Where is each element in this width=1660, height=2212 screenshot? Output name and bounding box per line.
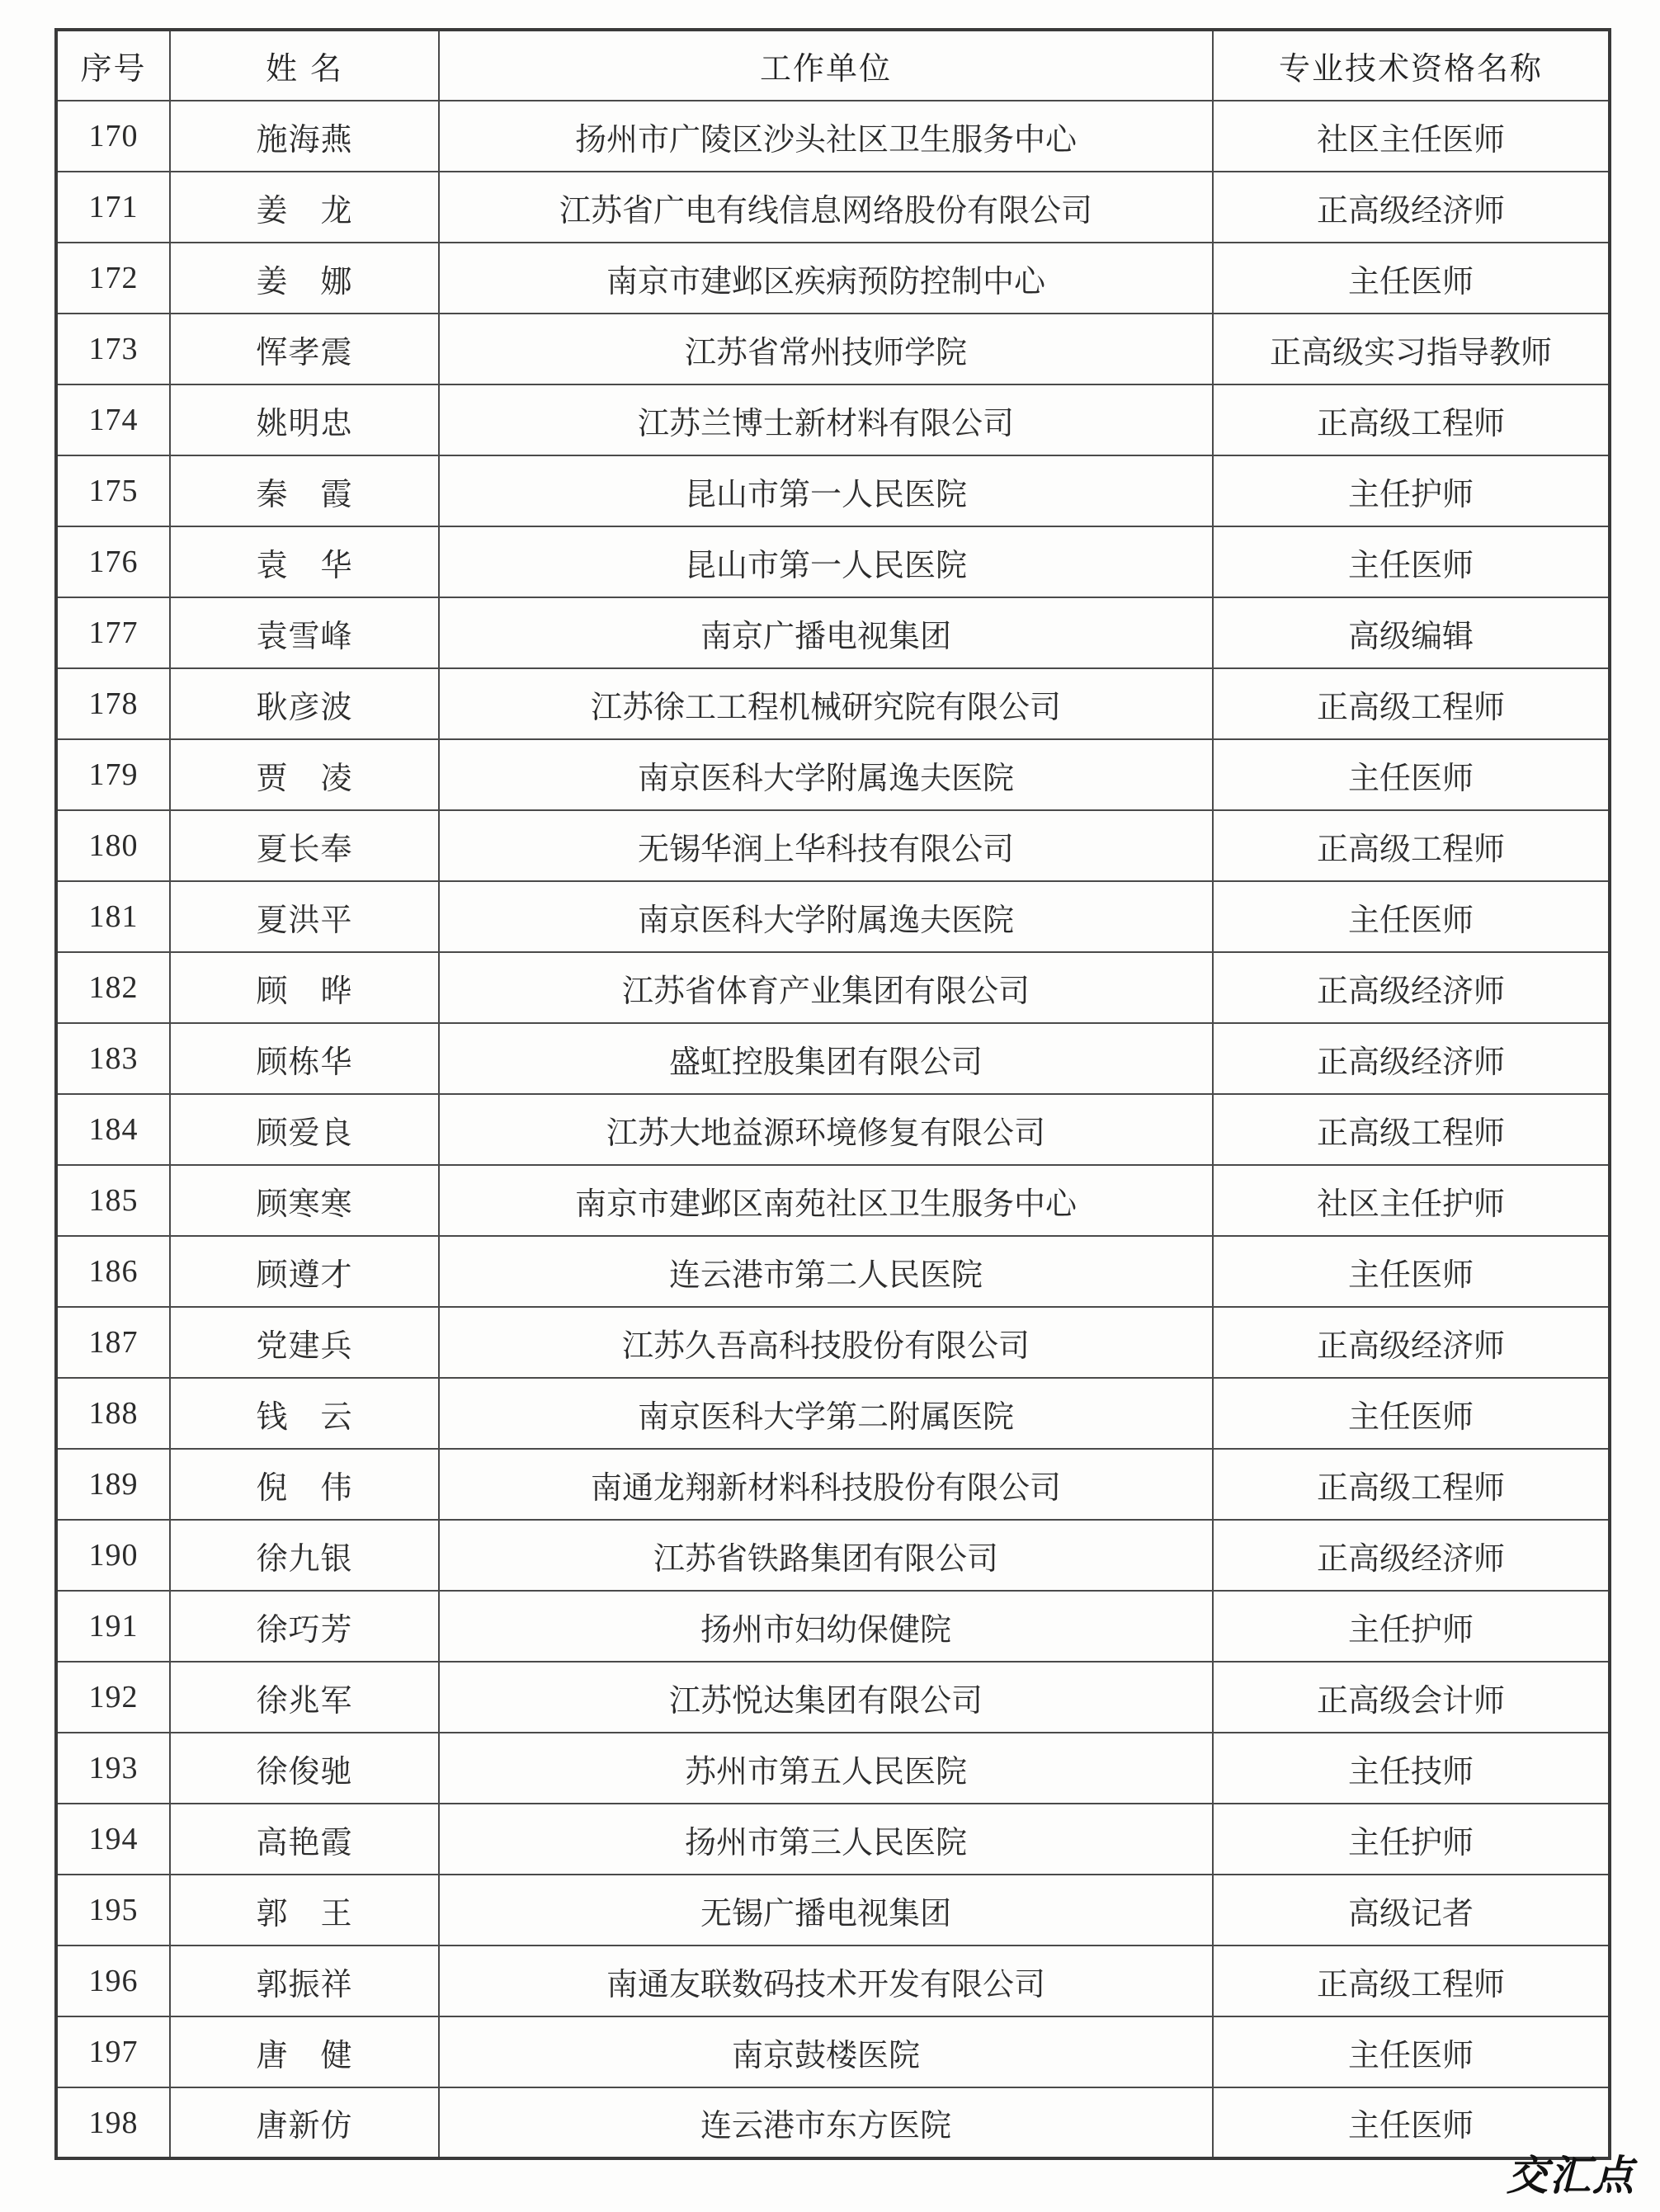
- personnel-table: [54, 28, 1611, 2160]
- table-row: [56, 1378, 1610, 1449]
- cell-name: 党建兵: [170, 1307, 439, 1378]
- cell-work-unit: 江苏省常州技师学院: [439, 314, 1213, 384]
- cell-name: 顾寒寒: [170, 1165, 439, 1236]
- table-row: [56, 739, 1610, 810]
- cell-work-unit: 江苏省体育产业集团有限公司: [439, 952, 1213, 1023]
- table-row: [56, 1236, 1610, 1307]
- cell-name: 贾 凌: [170, 739, 439, 810]
- cell-qualification: 社区主任医师: [1213, 101, 1610, 172]
- table-row: [56, 526, 1610, 597]
- cell-name: 袁 华: [170, 526, 439, 597]
- cell-work-unit: 连云港市东方医院: [439, 2087, 1213, 2158]
- table-row: [56, 101, 1610, 172]
- cell-qualification: 正高级会计师: [1213, 1662, 1610, 1733]
- cell-serial-number: 176: [56, 526, 170, 597]
- cell-name: 袁雪峰: [170, 597, 439, 668]
- cell-qualification: 正高级经济师: [1213, 1023, 1610, 1094]
- cell-serial-number: 182: [56, 952, 170, 1023]
- cell-qualification: 正高级工程师: [1213, 1946, 1610, 2016]
- cell-serial-number: 178: [56, 668, 170, 739]
- table-row: [56, 952, 1610, 1023]
- cell-qualification: 社区主任护师: [1213, 1165, 1610, 1236]
- cell-name: 姚明忠: [170, 384, 439, 455]
- cell-serial-number: 197: [56, 2016, 170, 2087]
- cell-name: 夏洪平: [170, 881, 439, 952]
- table-row: [56, 881, 1610, 952]
- cell-serial-number: 192: [56, 1662, 170, 1733]
- table-row: [56, 1875, 1610, 1946]
- cell-work-unit: 扬州市广陵区沙头社区卫生服务中心: [439, 101, 1213, 172]
- cell-name: 秦 霞: [170, 455, 439, 526]
- cell-serial-number: 174: [56, 384, 170, 455]
- cell-name: 唐新仿: [170, 2087, 439, 2158]
- table-body: [56, 101, 1610, 2158]
- cell-work-unit: 无锡华润上华科技有限公司: [439, 810, 1213, 881]
- cell-qualification: 主任技师: [1213, 1733, 1610, 1804]
- table-row: [56, 384, 1610, 455]
- cell-name: 徐巧芳: [170, 1591, 439, 1662]
- cell-work-unit: 南通龙翔新材料科技股份有限公司: [439, 1449, 1213, 1520]
- cell-qualification: 正高级工程师: [1213, 1094, 1610, 1165]
- cell-serial-number: 188: [56, 1378, 170, 1449]
- cell-work-unit: 南京医科大学附属逸夫医院: [439, 881, 1213, 952]
- cell-name: 顾 晔: [170, 952, 439, 1023]
- cell-qualification: 正高级经济师: [1213, 1520, 1610, 1591]
- cell-work-unit: 南京医科大学第二附属医院: [439, 1378, 1213, 1449]
- cell-serial-number: 173: [56, 314, 170, 384]
- cell-name: 郭 王: [170, 1875, 439, 1946]
- cell-qualification: 正高级工程师: [1213, 668, 1610, 739]
- cell-serial-number: 181: [56, 881, 170, 952]
- cell-name: 高艳霞: [170, 1804, 439, 1875]
- cell-qualification: 主任医师: [1213, 881, 1610, 952]
- cell-name: 倪 伟: [170, 1449, 439, 1520]
- cell-serial-number: 183: [56, 1023, 170, 1094]
- table-row: [56, 1094, 1610, 1165]
- cell-name: 徐俊驰: [170, 1733, 439, 1804]
- header-work-unit: 工作单位: [439, 30, 1213, 101]
- cell-qualification: 主任医师: [1213, 526, 1610, 597]
- cell-work-unit: 扬州市第三人民医院: [439, 1804, 1213, 1875]
- cell-work-unit: 南通友联数码技术开发有限公司: [439, 1946, 1213, 2016]
- cell-serial-number: 191: [56, 1591, 170, 1662]
- cell-name: 姜 娜: [170, 243, 439, 314]
- table-row: [56, 668, 1610, 739]
- cell-work-unit: 昆山市第一人民医院: [439, 526, 1213, 597]
- table-row: [56, 172, 1610, 243]
- cell-serial-number: 189: [56, 1449, 170, 1520]
- cell-work-unit: 盛虹控股集团有限公司: [439, 1023, 1213, 1094]
- header-row: [56, 30, 1610, 101]
- cell-serial-number: 196: [56, 1946, 170, 2016]
- table-row: [56, 1520, 1610, 1591]
- cell-serial-number: 184: [56, 1094, 170, 1165]
- cell-work-unit: 江苏兰博士新材料有限公司: [439, 384, 1213, 455]
- header-serial-number: 序号: [56, 30, 170, 101]
- cell-qualification: 正高级实习指导教师: [1213, 314, 1610, 384]
- cell-qualification: 主任医师: [1213, 1236, 1610, 1307]
- cell-name: 顾遵才: [170, 1236, 439, 1307]
- cell-work-unit: 无锡广播电视集团: [439, 1875, 1213, 1946]
- cell-name: 徐九银: [170, 1520, 439, 1591]
- cell-work-unit: 南京广播电视集团: [439, 597, 1213, 668]
- cell-name: 耿彦波: [170, 668, 439, 739]
- cell-work-unit: 连云港市第二人民医院: [439, 1236, 1213, 1307]
- header-qualification: 专业技术资格名称: [1213, 30, 1610, 101]
- cell-work-unit: 江苏大地益源环境修复有限公司: [439, 1094, 1213, 1165]
- cell-qualification: 主任护师: [1213, 1591, 1610, 1662]
- table-row: [56, 1165, 1610, 1236]
- watermark-logo: 交汇点: [1507, 2151, 1635, 2200]
- cell-serial-number: 194: [56, 1804, 170, 1875]
- cell-name: 唐 健: [170, 2016, 439, 2087]
- cell-name: 顾爱良: [170, 1094, 439, 1165]
- cell-qualification: 正高级工程师: [1213, 384, 1610, 455]
- cell-serial-number: 186: [56, 1236, 170, 1307]
- cell-serial-number: 193: [56, 1733, 170, 1804]
- table-row: [56, 1307, 1610, 1378]
- table-row: [56, 1023, 1610, 1094]
- cell-serial-number: 170: [56, 101, 170, 172]
- cell-serial-number: 179: [56, 739, 170, 810]
- table-row: [56, 2016, 1610, 2087]
- cell-qualification: 主任医师: [1213, 739, 1610, 810]
- table-row: [56, 810, 1610, 881]
- table-row: [56, 1946, 1610, 2016]
- cell-name: 恽孝震: [170, 314, 439, 384]
- cell-name: 施海燕: [170, 101, 439, 172]
- cell-serial-number: 187: [56, 1307, 170, 1378]
- cell-work-unit: 苏州市第五人民医院: [439, 1733, 1213, 1804]
- cell-qualification: 主任护师: [1213, 1804, 1610, 1875]
- cell-work-unit: 南京市建邺区疾病预防控制中心: [439, 243, 1213, 314]
- table-header: [56, 30, 1610, 101]
- cell-qualification: 高级编辑: [1213, 597, 1610, 668]
- cell-serial-number: 175: [56, 455, 170, 526]
- cell-serial-number: 171: [56, 172, 170, 243]
- cell-serial-number: 180: [56, 810, 170, 881]
- table-row: [56, 1449, 1610, 1520]
- cell-name: 顾栋华: [170, 1023, 439, 1094]
- table-row: [56, 1662, 1610, 1733]
- cell-serial-number: 198: [56, 2087, 170, 2158]
- cell-work-unit: 江苏徐工工程机械研究院有限公司: [439, 668, 1213, 739]
- cell-work-unit: 江苏久吾高科技股份有限公司: [439, 1307, 1213, 1378]
- cell-work-unit: 江苏省铁路集团有限公司: [439, 1520, 1213, 1591]
- table-row: [56, 2087, 1610, 2158]
- cell-serial-number: 185: [56, 1165, 170, 1236]
- cell-qualification: 主任医师: [1213, 2087, 1610, 2158]
- cell-work-unit: 江苏省广电有线信息网络股份有限公司: [439, 172, 1213, 243]
- cell-work-unit: 江苏悦达集团有限公司: [439, 1662, 1213, 1733]
- cell-qualification: 正高级经济师: [1213, 952, 1610, 1023]
- table-row: [56, 243, 1610, 314]
- header-name: 姓 名: [170, 30, 439, 101]
- cell-work-unit: 南京市建邺区南苑社区卫生服务中心: [439, 1165, 1213, 1236]
- cell-name: 夏长奉: [170, 810, 439, 881]
- cell-qualification: 正高级经济师: [1213, 172, 1610, 243]
- cell-name: 徐兆军: [170, 1662, 439, 1733]
- cell-work-unit: 南京医科大学附属逸夫医院: [439, 739, 1213, 810]
- cell-work-unit: 南京鼓楼医院: [439, 2016, 1213, 2087]
- cell-name: 郭振祥: [170, 1946, 439, 2016]
- cell-name: 姜 龙: [170, 172, 439, 243]
- table-row: [56, 1733, 1610, 1804]
- cell-qualification: 主任医师: [1213, 1378, 1610, 1449]
- cell-qualification: 主任护师: [1213, 455, 1610, 526]
- cell-name: 钱 云: [170, 1378, 439, 1449]
- table-row: [56, 597, 1610, 668]
- table-row: [56, 455, 1610, 526]
- cell-qualification: 正高级经济师: [1213, 1307, 1610, 1378]
- cell-qualification: 高级记者: [1213, 1875, 1610, 1946]
- table-row: [56, 314, 1610, 384]
- cell-serial-number: 195: [56, 1875, 170, 1946]
- cell-work-unit: 扬州市妇幼保健院: [439, 1591, 1213, 1662]
- cell-work-unit: 昆山市第一人民医院: [439, 455, 1213, 526]
- cell-qualification: 正高级工程师: [1213, 1449, 1610, 1520]
- cell-serial-number: 190: [56, 1520, 170, 1591]
- cell-qualification: 正高级工程师: [1213, 810, 1610, 881]
- cell-qualification: 主任医师: [1213, 243, 1610, 314]
- cell-qualification: 主任医师: [1213, 2016, 1610, 2087]
- table-row: [56, 1591, 1610, 1662]
- cell-serial-number: 177: [56, 597, 170, 668]
- cell-serial-number: 172: [56, 243, 170, 314]
- table-row: [56, 1804, 1610, 1875]
